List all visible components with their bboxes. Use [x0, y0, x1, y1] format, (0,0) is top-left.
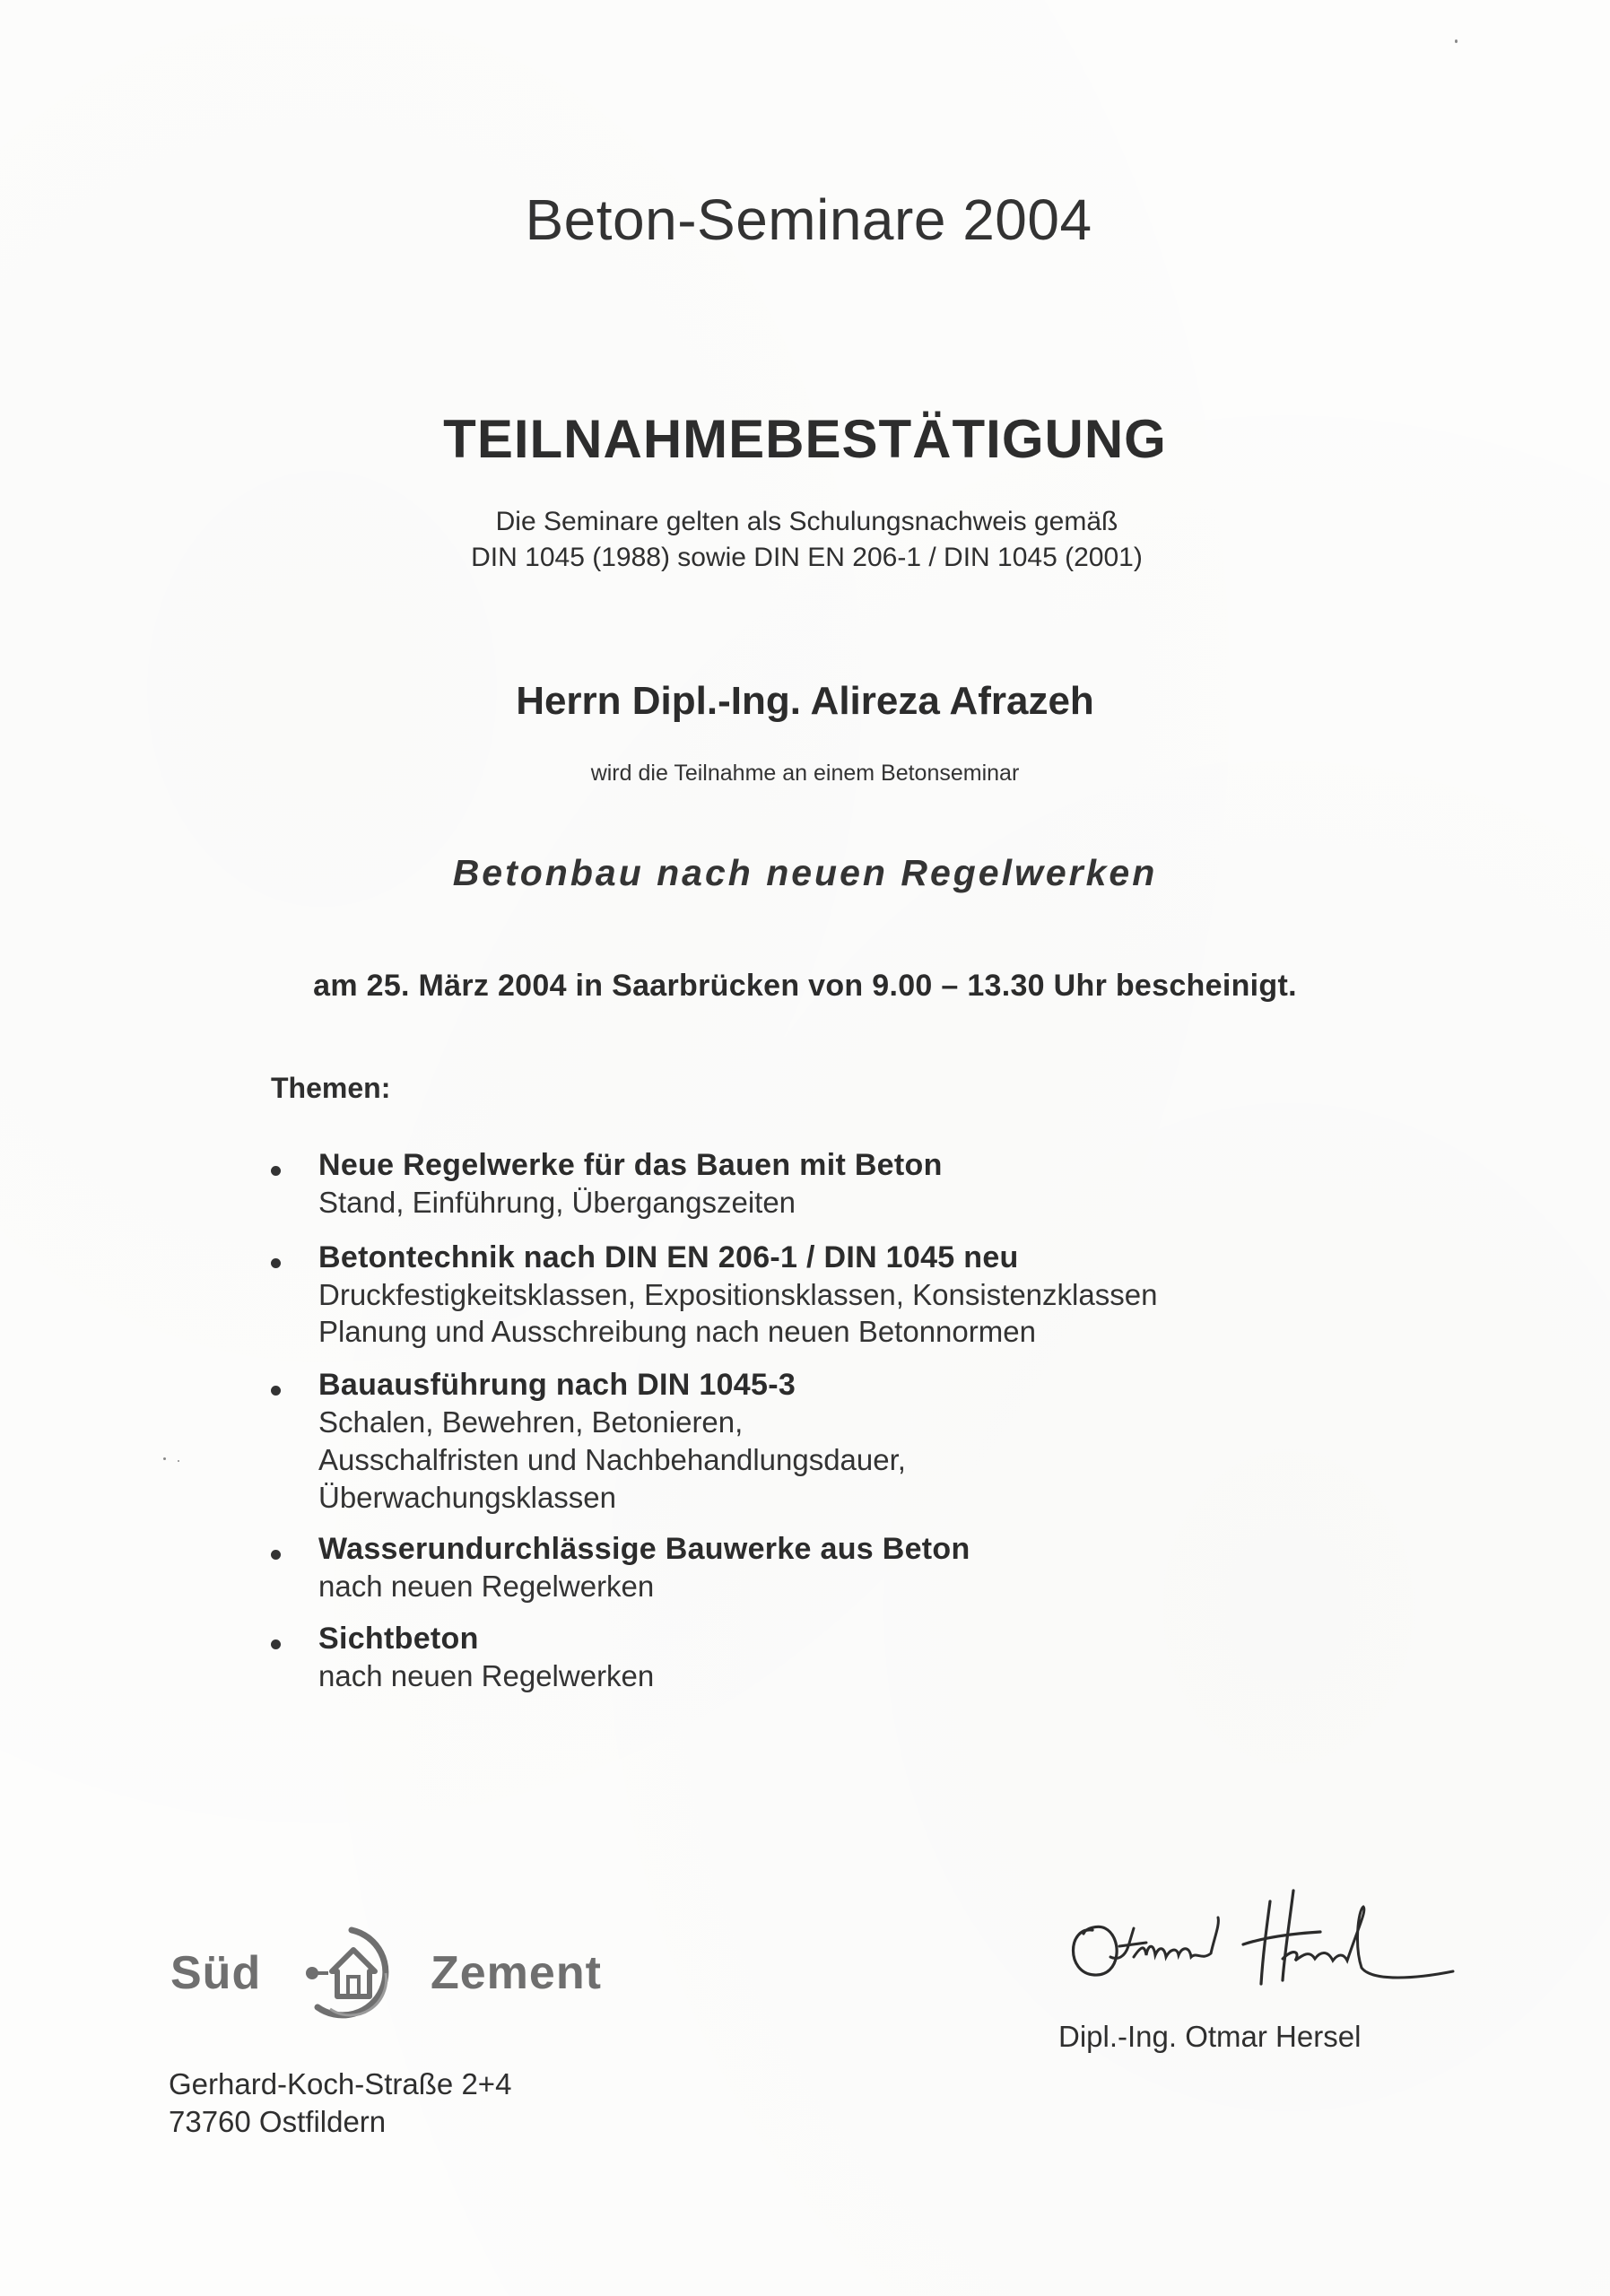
topic-detail: Ausschalfristen und Nachbehandlungsdauer,: [318, 1443, 906, 1476]
bullet-icon: [271, 1639, 281, 1649]
topic-title: Betontechnik nach DIN EN 206-1 / DIN 1045 neu: [318, 1240, 1019, 1274]
topic-title: Neue Regelwerke für das Bauen mit Beton: [318, 1148, 943, 1182]
scan-speck: [178, 1460, 179, 1462]
signatory-name: Dipl.-Ing. Otmar Hersel: [1058, 2020, 1362, 2053]
topic-detail: nach neuen Regelwerken: [318, 1570, 655, 1603]
document-title: TEILNAHMEBESTÄTIGUNG: [443, 409, 1167, 469]
bullet-icon: [271, 1386, 281, 1396]
series-title: Beton-Seminare 2004: [525, 187, 1092, 252]
scan-speck: [163, 1457, 166, 1460]
participation-statement: wird die Teilnahme an einem Betonseminar: [590, 761, 1020, 786]
topic-detail: Planung und Ausschreibung nach neuen Betonnormen: [318, 1315, 1036, 1348]
address-street: Gerhard-Koch-Straße 2+4: [169, 2067, 512, 2100]
topic-detail: Überwachungsklassen: [318, 1481, 617, 1514]
topic-detail: Stand, Einführung, Übergangszeiten: [318, 1186, 796, 1219]
company-logo-word-left: Süd: [170, 1947, 262, 1999]
topic-title: Sichtbeton: [318, 1622, 479, 1656]
scan-speck: [1455, 39, 1458, 43]
intro-line: Die Seminare gelten als Schulungsnachweis gemäß: [495, 507, 1118, 536]
topic-title: Wasserundurchlässige Bauwerke aus Beton: [318, 1532, 970, 1566]
seminar-title: Betonbau nach neuen Regelwerken: [452, 852, 1158, 893]
seminar-date-line: am 25. März 2004 in Saarbrücken von 9.00 – 13.30 Uhr bescheinigt.: [313, 969, 1297, 1003]
topics-heading: Themen:: [271, 1072, 391, 1104]
topic-title: Bauausführung nach DIN 1045-3: [318, 1368, 796, 1402]
bullet-icon: [271, 1166, 281, 1176]
bullet-icon: [271, 1258, 281, 1268]
handwritten-signature: [1058, 1874, 1471, 2009]
bullet-icon: [271, 1550, 281, 1560]
company-logo-word-right: Zement: [431, 1947, 602, 1999]
topic-detail: Druckfestigkeitsklassen, Expositionsklassen, Konsistenzklassen: [318, 1278, 1158, 1311]
topic-detail: Schalen, Bewehren, Betonieren,: [318, 1405, 744, 1439]
house-circle-logo-icon: [296, 1919, 404, 2027]
topic-detail: nach neuen Regelwerken: [318, 1659, 655, 1692]
recipient-name: Herrn Dipl.-Ing. Alireza Afrazeh: [516, 679, 1094, 723]
intro-line: DIN 1045 (1988) sowie DIN EN 206-1 / DIN 1045 (2001): [471, 543, 1143, 572]
address-city: 73760 Ostfildern: [169, 2105, 387, 2138]
